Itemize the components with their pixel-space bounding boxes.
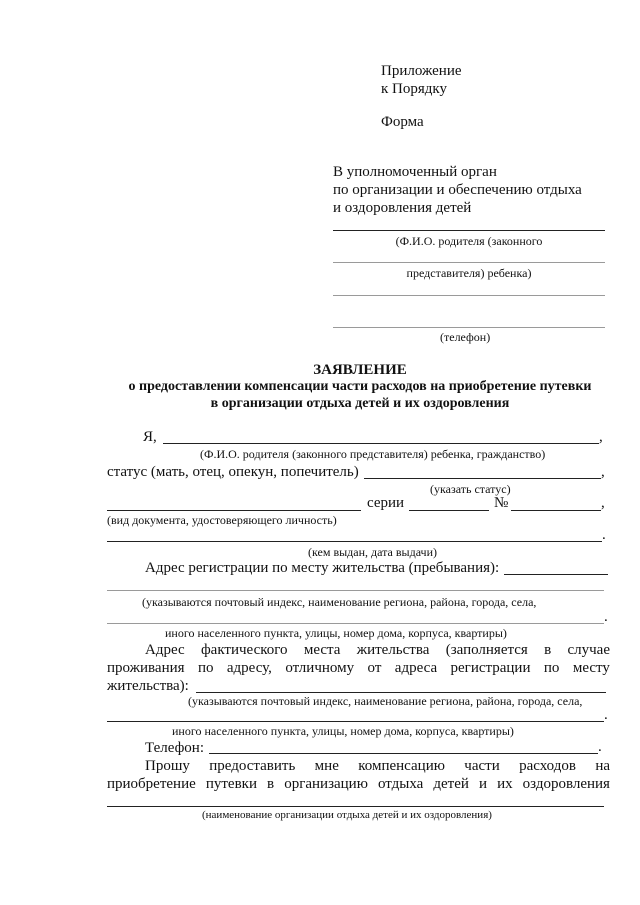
document-comma: , <box>601 495 605 511</box>
actual-word: по <box>197 660 214 676</box>
request-word: их <box>497 776 513 792</box>
addressee-line-2: по организации и обеспечению отдыха <box>333 182 582 198</box>
registration-address-line-3[interactable] <box>107 623 604 624</box>
actual-word: месту <box>572 660 610 676</box>
request-word: предоставить <box>209 758 296 774</box>
request-word: путевки <box>205 776 257 792</box>
request-word: детей <box>433 776 469 792</box>
status-label: статус (мать, отец, опекун, попечитель) <box>107 464 359 480</box>
request-word: Прошу <box>145 758 190 774</box>
request-word: мне <box>314 758 339 774</box>
registration-address-line-1[interactable] <box>504 574 608 575</box>
addressee-line-1: В уполномоченный орган <box>333 164 497 180</box>
phone-line-b[interactable] <box>333 327 605 328</box>
i-label: Я, <box>143 429 157 445</box>
status-comma: , <box>601 464 605 480</box>
number-label: № <box>494 495 509 511</box>
actual-address-line-2[interactable] <box>107 721 604 722</box>
actual-word: (заполняется <box>445 642 528 658</box>
phone-label: Телефон: <box>145 740 204 756</box>
registration-address-line-2[interactable] <box>107 590 604 591</box>
request-word: и <box>478 776 488 792</box>
actual-address-line-1[interactable] <box>196 692 606 693</box>
request-paragraph-line-2 <box>107 777 610 792</box>
request-word: организацию <box>284 776 368 792</box>
actual-word: по <box>543 660 560 676</box>
parent-name-hint-2: представителя) ребенка) <box>406 266 532 280</box>
actual-word: места <box>303 642 341 658</box>
actual-word: случае <box>567 642 610 658</box>
actual-word: отличному <box>285 660 355 676</box>
request-word: отдыха <box>377 776 424 792</box>
actual-address-hint-2: иного населенного пункта, улицы, номер дома, корпуса, квартиры) <box>172 724 514 738</box>
phone-dot: . <box>598 739 602 755</box>
applicant-name-line[interactable] <box>163 443 599 444</box>
document-type-hint: (вид документа, удостоверяющего личность) <box>107 513 337 527</box>
actual-word: проживания <box>107 660 185 676</box>
applicant-name-hint: (Ф.И.О. родителя (законного представителя) ребенка, гражданство) <box>200 447 546 461</box>
request-word: части <box>464 758 500 774</box>
phone-line[interactable] <box>209 753 598 754</box>
request-word: в <box>267 776 275 792</box>
actual-word: фактического <box>200 642 288 658</box>
to-order-label: к Порядку <box>381 81 447 97</box>
document-subtitle-1: о предоставлении компенсации части расходов на приобретение путевки <box>128 379 592 394</box>
status-hint: (указать статус) <box>430 482 511 496</box>
parent-name-line[interactable] <box>333 230 605 231</box>
issued-by-hint: (кем выдан, дата выдачи) <box>308 545 437 559</box>
series-label: серии <box>367 495 405 511</box>
actual-address-hint-1: (указываются почтовый индекс, наименование региона, района, города, села, <box>188 694 583 708</box>
appendix-label: Приложение <box>381 63 462 79</box>
i-comma: , <box>599 429 603 445</box>
number-line[interactable] <box>511 510 601 511</box>
actual-word: Адрес <box>145 642 185 658</box>
registration-dot: . <box>604 609 608 625</box>
request-word: компенсацию <box>358 758 445 774</box>
registration-address-hint-2: иного населенного пункта, улицы, номер дома, корпуса, квартиры) <box>165 626 507 640</box>
request-word: расходов <box>519 758 576 774</box>
organization-name-hint: (наименование организации отдыха детей и их оздоровления) <box>202 809 492 821</box>
phone-line-a[interactable] <box>333 295 605 296</box>
status-line[interactable] <box>364 478 601 479</box>
actual-word: в <box>544 642 552 658</box>
document-subtitle-2: в организации отдыха детей и их оздоровления <box>210 396 510 411</box>
registration-address-hint-1: (указываются почтовый индекс, наименование региона, района, города, села, <box>142 595 537 609</box>
actual-word: адреса <box>394 660 438 676</box>
actual-word: от <box>367 660 382 676</box>
series-line[interactable] <box>409 510 489 511</box>
addressee-line-3: и оздоровления детей <box>333 200 472 216</box>
actual-word: регистрации <box>450 660 531 676</box>
request-word: на <box>595 758 610 774</box>
issued-by-line[interactable] <box>107 541 602 542</box>
actual-address-paragraph-line-2 <box>107 661 610 676</box>
organization-name-line[interactable] <box>107 806 604 807</box>
parent-name-hint-1: (Ф.И.О. родителя (законного <box>395 234 543 248</box>
issued-dot: . <box>602 527 606 543</box>
request-word: оздоровления <box>522 776 610 792</box>
actual-dot: . <box>604 707 608 723</box>
parent-name-line-2[interactable] <box>333 262 605 263</box>
actual-word: адресу, <box>226 660 272 676</box>
form-label: Форма <box>381 114 424 130</box>
document-type-line[interactable] <box>107 510 361 511</box>
request-paragraph-line-1 <box>145 759 610 774</box>
actual-word: жительства <box>356 642 430 658</box>
registration-address-label: Адрес регистрации по месту жительства (пребывания): <box>145 560 500 576</box>
phone-hint: (телефон) <box>440 330 491 344</box>
actual-address-label-end: жительства): <box>107 678 189 694</box>
actual-address-paragraph-line-1 <box>145 643 610 658</box>
document-title: ЗАЯВЛЕНИЕ <box>313 362 407 378</box>
request-word: приобретение <box>107 776 196 792</box>
